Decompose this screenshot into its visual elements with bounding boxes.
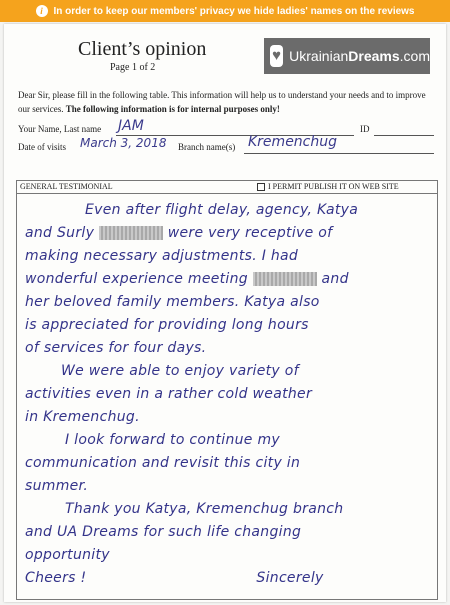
form-title: Client’s opinion xyxy=(78,38,207,60)
general-testimonial-label: GENERAL TESTIMONIAL xyxy=(20,182,113,191)
name-value: JAM xyxy=(118,118,144,134)
heart-icon: ♥ xyxy=(270,45,283,67)
branch-label: Branch name(s) xyxy=(178,142,236,152)
letter-line: her beloved family members. Katya also xyxy=(25,294,320,310)
letter-line: wonderful experience meeting and xyxy=(25,271,349,287)
testimonial-box xyxy=(16,180,438,600)
letter-line xyxy=(25,567,435,590)
logo-text: UkrainianDreams.com xyxy=(289,48,430,64)
handwritten-testimonial xyxy=(25,199,435,590)
letter-line: of services for four days. xyxy=(25,340,207,356)
name-label: Your Name, Last name xyxy=(18,124,102,134)
letter-line: communication and revisit this city in xyxy=(25,455,301,471)
info-icon: i xyxy=(36,5,48,17)
publish-permission-label: I PERMIT PUBLISH IT ON WEB SITE xyxy=(268,182,399,191)
letter-line: I look forward to continue my xyxy=(65,432,280,448)
privacy-banner-text: In order to keep our members' privacy we hide ladies' names on the reviews xyxy=(53,5,415,17)
testimonial-header xyxy=(17,181,437,194)
letter-line: summer. xyxy=(25,478,89,494)
publish-permission xyxy=(257,182,399,191)
redacted-name xyxy=(253,272,317,286)
id-label: ID xyxy=(360,124,370,134)
letter-line: in Kremenchug. xyxy=(25,409,140,425)
page-indicator: Page 1 of 2 xyxy=(110,62,156,73)
letter-line: activities even in a rather cold weather xyxy=(25,386,313,402)
letter-line: We were able to enjoy variety of xyxy=(61,363,299,379)
signature-sincerely: Sincerely xyxy=(256,570,324,586)
publish-checkbox[interactable] xyxy=(257,183,265,191)
letter-line: opportunity xyxy=(25,547,110,563)
form-intro: Dear Sir, please fill in the following table. This information will help us to understand your needs and to improve our services. The following information is for internal purposes only! xyxy=(18,90,426,114)
branch-value: Kremenchug xyxy=(248,134,338,150)
letter-line: Even after flight delay, agency, Katya xyxy=(85,202,359,218)
letter-line: and Surly were very receptive of xyxy=(25,225,333,241)
ukrainian-dreams-logo xyxy=(264,38,430,74)
closing-cheers: Cheers ! xyxy=(25,570,87,586)
letter-line: Thank you Katya, Kremenchug branch xyxy=(65,501,344,517)
date-label: Date of visits xyxy=(18,142,66,152)
letter-line: making necessary adjustments. I had xyxy=(25,248,299,264)
internal-notice: The following information is for internal purposes only! xyxy=(65,104,280,114)
letter-line: is appreciated for providing long hours xyxy=(25,317,309,333)
redacted-name xyxy=(99,226,163,240)
date-value: March 3, 2018 xyxy=(80,136,167,150)
letter-line: and UA Dreams for such life changing xyxy=(25,524,302,540)
privacy-banner xyxy=(0,0,450,22)
opinion-form xyxy=(4,24,446,602)
